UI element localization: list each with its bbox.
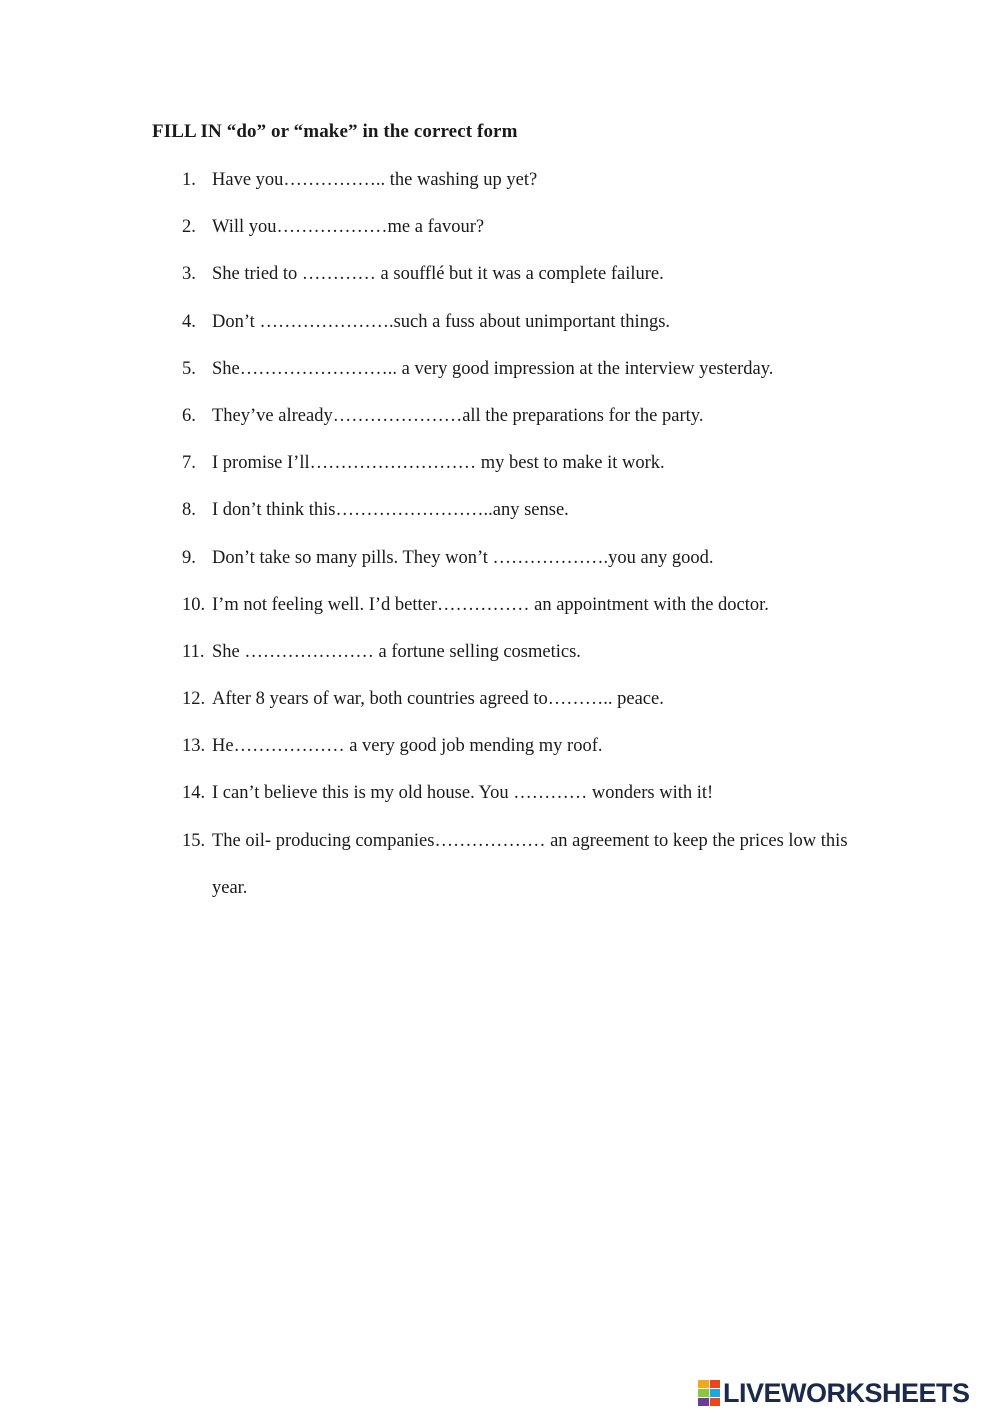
question-item <box>182 545 862 572</box>
question-text: I can’t believe this is my old house. You ………… wonders with it! <box>212 783 714 804</box>
logo-text: LIVEWORKSHEETS <box>723 1377 970 1408</box>
logo-tile <box>698 1389 709 1397</box>
question-item <box>182 450 862 477</box>
question-item <box>182 356 862 383</box>
question-text: They’ve already…………………all the preparations for the party. <box>212 405 704 426</box>
question-number: 8. <box>182 500 196 521</box>
question-number: 15. <box>182 830 206 851</box>
question-text: Don’t ………………….such a fuss about unimportant things. <box>212 311 671 332</box>
question-text: Don’t take so many pills. They won’t ……………….you any good. <box>212 547 714 568</box>
question-text: Have you…………….. the washing up yet? <box>212 170 538 190</box>
question-text: I don’t think this……………………..any sense. <box>212 500 569 521</box>
question-text: Will you………………me a favour? <box>212 217 485 238</box>
question-number: 13. <box>182 736 206 757</box>
question-text: I promise I’ll……………………… my best to make it work. <box>212 453 665 474</box>
logo-tile <box>698 1398 709 1406</box>
question-item <box>182 639 862 666</box>
question-item <box>182 403 862 430</box>
question-item <box>182 214 862 241</box>
question-number: 5. <box>182 358 196 379</box>
question-number: 12. <box>182 689 206 710</box>
question-item <box>182 686 862 713</box>
question-number: 14. <box>182 783 206 804</box>
question-item <box>182 780 862 807</box>
question-text: He……………… a very good job mending my roof. <box>212 736 603 757</box>
question-item <box>182 497 862 524</box>
question-text: I’m not feeling well. I’d better…………… an appointment with the doctor. <box>212 594 769 615</box>
logo-mark-icon <box>698 1380 720 1406</box>
question-item <box>182 592 862 619</box>
question-number: 1. <box>182 170 196 190</box>
question-number: 2. <box>182 217 196 238</box>
question-number: 4. <box>182 311 196 332</box>
page-title: FILL IN “do” or “make” in the correct form <box>152 121 518 142</box>
question-number: 7. <box>182 453 196 474</box>
question-item <box>182 733 862 760</box>
question-text: She ………………… a fortune selling cosmetics. <box>212 641 581 662</box>
question-text: After 8 years of war, both countries agreed to……….. peace. <box>212 689 664 710</box>
question-number: 3. <box>182 264 196 285</box>
question-number: 6. <box>182 405 196 426</box>
question-text: She…………………….. a very good impression at the interview yesterday. <box>212 358 774 379</box>
question-text: She tried to ………… a soufflé but it was a complete failure. <box>212 264 664 285</box>
question-number: 10. <box>182 594 206 615</box>
question-item <box>182 167 862 194</box>
logo-tile <box>710 1389 721 1397</box>
question-text: The oil- producing companies……………… an agreement to keep the prices low this year. <box>212 830 848 898</box>
question-item <box>182 261 862 288</box>
logo-tile <box>710 1380 721 1388</box>
logo-tile <box>698 1380 709 1388</box>
question-list <box>182 167 862 932</box>
question-item <box>182 309 862 336</box>
question-number: 11. <box>182 641 205 662</box>
logo-tile <box>710 1398 721 1406</box>
question-number: 9. <box>182 547 196 568</box>
liveworksheets-logo <box>698 1378 970 1408</box>
question-item <box>182 828 862 912</box>
